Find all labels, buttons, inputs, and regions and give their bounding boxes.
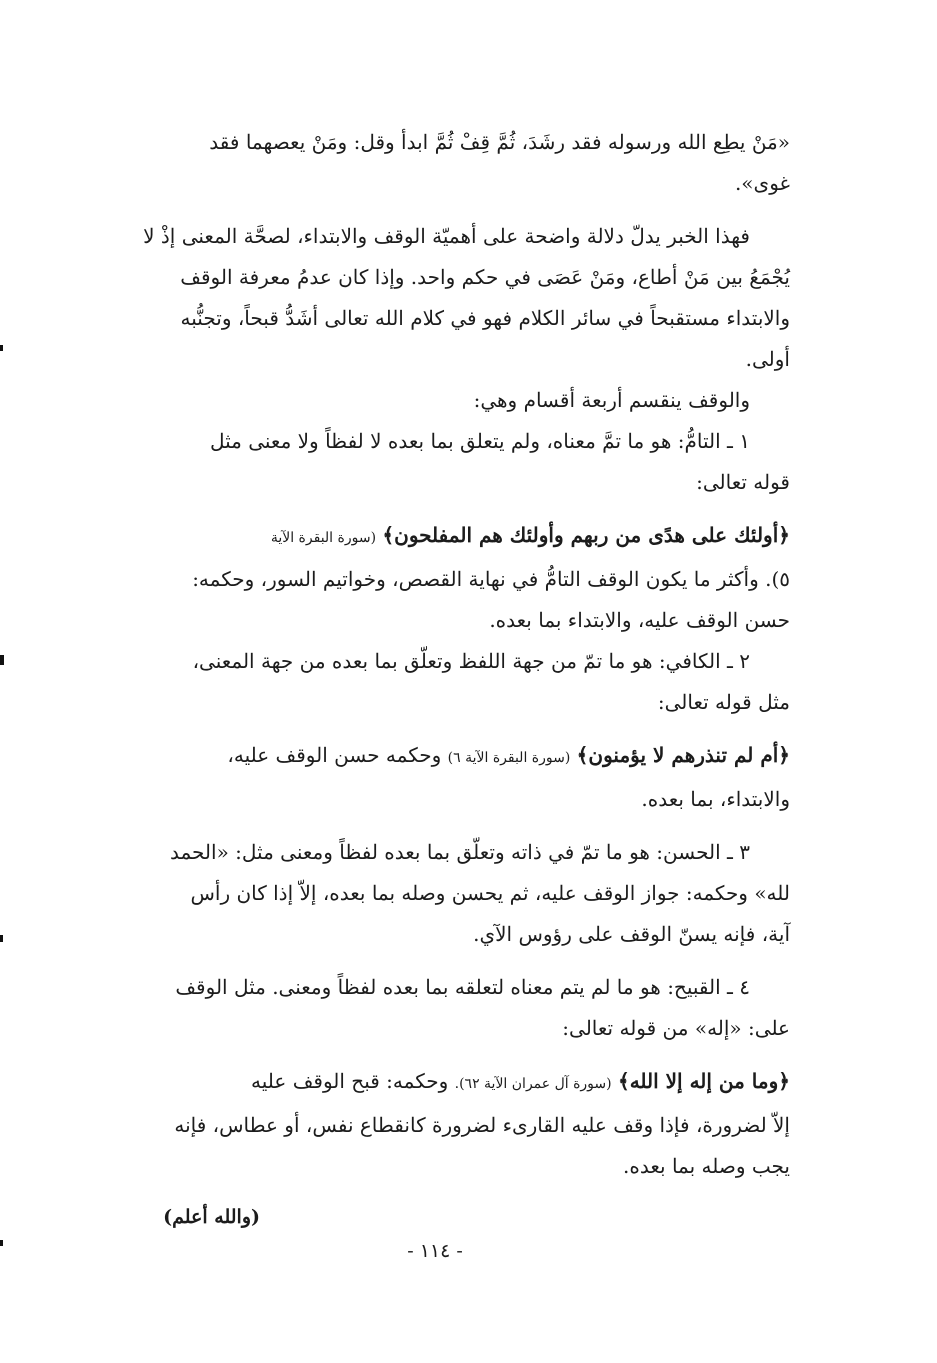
quran-quote-1: ﴿أولئك على هدًى من ربهم وأولئك هم المفلحون﴾ [382, 523, 790, 547]
section-3-line-1: ٣ ـ الحسن: هو ما تمّ في ذاته وتعلّق بما بعده لفظاً ومعنى مثل: «الحمد [169, 840, 750, 864]
quran-quote-3-line-1 [90, 1061, 790, 1105]
quran-quote-3-rest: وحكمه: قبح الوقف عليه [251, 1069, 449, 1093]
paragraph-2-line-1: والوقف ينقسم أربعة أقسام وهي: [473, 388, 750, 412]
quran-reference-2: (سورة البقرة الآية ٦) [447, 750, 571, 766]
section-4-line-1: ٤ ـ القبيح: هو ما لم يتم معناه لتعلقه بما بعده لفظاً ومعنى. مثل الوقف [175, 975, 750, 999]
hadith-line-2: غوى». [734, 171, 790, 195]
paragraph-1-line-4: أولى. [745, 347, 790, 371]
quran-quote-1-line-3: حسن الوقف عليه، والابتداء بما بعده. [489, 608, 790, 632]
quran-quote-1-line-1 [90, 515, 790, 559]
quran-quote-2-line-1 [90, 735, 790, 779]
scan-mark [0, 1240, 3, 1246]
quran-quote-3: ﴿وما من إله إلا الله﴾ [617, 1069, 790, 1093]
quran-quote-3-line-3: يجب وصله بما بعده. [623, 1154, 790, 1178]
quran-reference-1: (سورة البقرة الآية [270, 530, 377, 546]
section-3-line-2: لله» وحكمه: جواز الوقف عليه، ثم يحسن وصله بما بعده، إلاّ إذا كان رأس [190, 881, 790, 905]
section-4-line-2: على: «إله» من قوله تعالى: [562, 1016, 790, 1040]
section-2-line-2: مثل قوله تعالى: [657, 690, 790, 714]
quran-quote-3-line-2: إلاّ لضرورة، فإذا وقف عليه القارىء لضرورة كانقطاع نفس، أو عطاس، فإنه [174, 1113, 790, 1137]
section-3-line-3: آية، فإنه يسنّ الوقف على رؤوس الآي. [473, 922, 790, 946]
page-text [90, 122, 790, 1238]
scan-mark [0, 655, 4, 665]
quran-quote-2: ﴿أم لم تنذرهم لا يؤمنون﴾ [576, 743, 790, 767]
paragraph-1-line-3: والابتداء مستقبحاً في سائر الكلام فهو في كلام الله تعالى أشَدُّ قبحاً، وتجنُّبه [180, 306, 790, 330]
quran-quote-2-line-2: والابتداء، بما بعده. [641, 787, 790, 811]
section-1-line-1: ١ ـ التامُّ: هو ما تمَّ معناه، ولم يتعلق بما بعده لا لفظاً ولا معنى مثل [209, 429, 750, 453]
paragraph-1-line-1: فهذا الخبر يدلّ دلالة واضحة على أهميّة الوقف والابتداء، لصحَّة المعنى إذْ لا [143, 224, 750, 248]
section-2-line-1: ٢ ـ الكافي: هو ما تمّ من جهة اللفظ وتعلّق بما بعده من جهة المعنى، [192, 649, 750, 673]
closing-phrase: (والله أعلم) [163, 1206, 260, 1228]
page-number: - ١١٤ - [407, 1240, 463, 1262]
hadith-line-1: «مَنْ يطِع الله ورسوله فقد رشَدَ، ثُمَّ قِفْ ثُمَّ ابدأ وقل: ومَنْ يعصهما فقد [209, 130, 790, 154]
section-1-line-2: قوله تعالى: [696, 470, 790, 494]
quran-quote-2-rest: وحكمه حسن الوقف عليه، [227, 743, 442, 767]
paragraph-1-line-2: يُجْمَعُ بين مَنْ أطاع، ومَنْ عَصَى في حكم واحد. وإذا كان عدمُ معرفة الوقف [180, 265, 790, 289]
quran-quote-1-line-2: ٥). وأكثر ما يكون الوقف التامُّ في نهاية القصص، وخواتيم السور، وحكمه: [192, 567, 790, 591]
scan-mark [0, 935, 3, 942]
quran-reference-3: (سورة آل عمران الآية ٦٢). [454, 1076, 612, 1092]
scan-mark [0, 345, 3, 351]
